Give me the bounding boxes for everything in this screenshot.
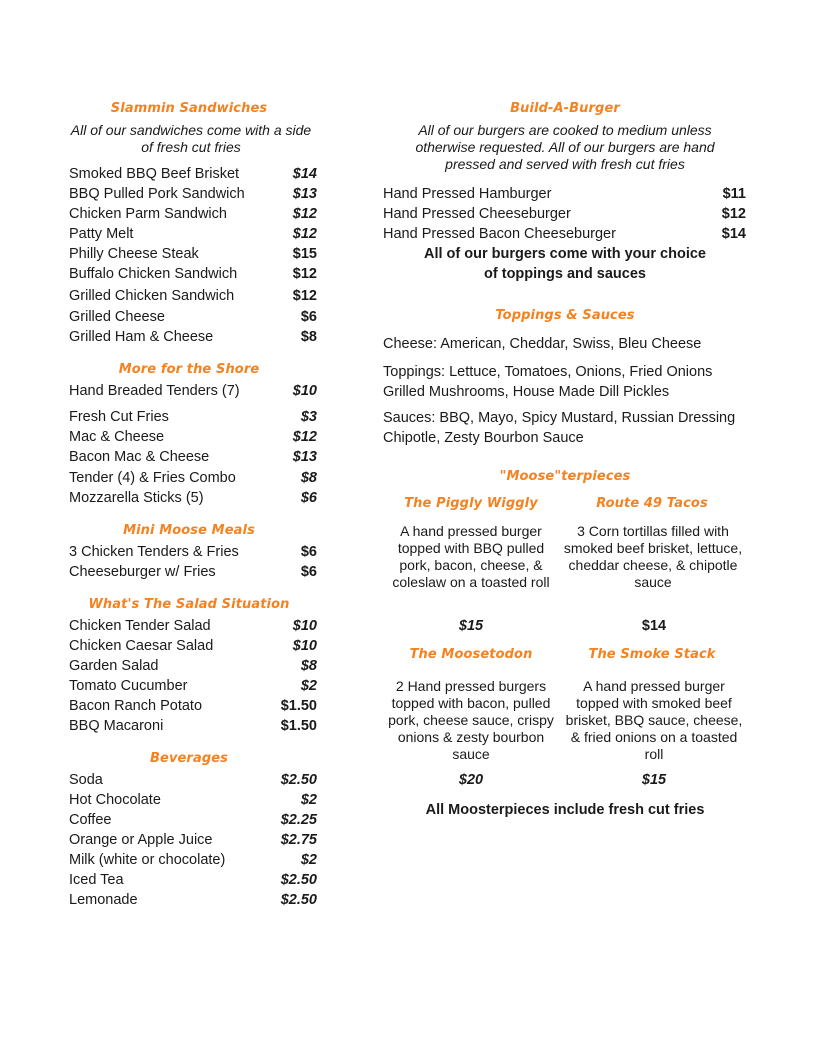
specialty-name: The Smoke Stack xyxy=(588,647,716,662)
menu-item-name: Hand Pressed Cheeseburger xyxy=(383,206,571,222)
menu-item-price: $1.50 xyxy=(280,698,317,714)
menu-item-name: Soda xyxy=(69,772,103,788)
menu-item-price: $12 xyxy=(721,206,746,222)
menu-item-price: $2.50 xyxy=(280,772,317,788)
menu-item-name: Fresh Cut Fries xyxy=(69,409,169,425)
section-heading-toppings: Toppings & Sauces xyxy=(495,308,635,323)
menu-item-name: Mac & Cheese xyxy=(69,429,165,445)
menu-item-name: Iced Tea xyxy=(69,872,124,888)
burger-choice-note-line2: of toppings and sauces xyxy=(484,266,646,282)
menu-item-name: Buffalo Chicken Sandwich xyxy=(69,266,238,282)
menu-item-price: $6 xyxy=(300,564,317,580)
menu-item-price: $11 xyxy=(722,186,746,202)
menu-item-price: $12 xyxy=(292,429,317,445)
burger-choice-note-line1: All of our burgers come with your choice xyxy=(424,246,706,262)
menu-item-price: $12 xyxy=(292,226,317,242)
specialty-price: $15 xyxy=(458,618,484,634)
specialty-description: A hand pressed burger topped with BBQ pulled pork, bacon, cheese, & coleslaw on a toasted roll xyxy=(392,523,550,590)
menu-item-price: $2 xyxy=(300,678,317,694)
menu-item-name: Chicken Parm Sandwich xyxy=(69,206,227,222)
menu-item-price: $10 xyxy=(292,638,317,654)
specialty-description: A hand pressed burger topped with smoked beef brisket, BBQ sauce, cheese, & fried onions on a toasted roll xyxy=(565,678,743,762)
menu-item-name: Tomato Cucumber xyxy=(69,678,188,694)
menu-item-name: Bacon Mac & Cheese xyxy=(69,449,210,465)
menu-item-price: $15 xyxy=(292,246,317,262)
menu-item-name: Garden Salad xyxy=(69,658,159,674)
menu-item-name: Grilled Ham & Cheese xyxy=(69,329,214,345)
menu-item-name: Hand Pressed Bacon Cheeseburger xyxy=(383,226,616,242)
menu-item-name: Hand Pressed Hamburger xyxy=(383,186,552,202)
specialty-name: Route 49 Tacos xyxy=(596,496,708,511)
sauces-options-line1: Sauces: BBQ, Mayo, Spicy Mustard, Russian Dressing xyxy=(383,410,736,426)
section-heading-sandwiches: Slammin Sandwiches xyxy=(110,101,268,116)
specialty-name: The Piggly Wiggly xyxy=(404,496,538,511)
menu-item-name: Mozzarella Sticks (5) xyxy=(69,490,204,506)
menu-item-name: Grilled Chicken Sandwich xyxy=(69,288,235,304)
menu-item-price: $1.50 xyxy=(280,718,317,734)
specialty-price: $15 xyxy=(641,772,667,788)
section-heading-beverages: Beverages xyxy=(150,751,228,766)
menu-item-name: Chicken Caesar Salad xyxy=(69,638,214,654)
menu-item-name: Philly Cheese Steak xyxy=(69,246,199,262)
section-heading-mini-meals: Mini Moose Meals xyxy=(123,523,255,538)
section-heading-burgers: Build-A-Burger xyxy=(510,101,620,116)
menu-item-price: $14 xyxy=(721,226,746,242)
menu-item-price: $12 xyxy=(292,266,317,282)
menu-item-price: $6 xyxy=(300,490,317,506)
menu-item-name: Grilled Cheese xyxy=(69,309,165,325)
menu-item-name: 3 Chicken Tenders & Fries xyxy=(69,544,239,560)
burgers-note: All of our burgers are cooked to medium unless otherwise requested. All of our burgers are hand pressed and served with fresh cut fries xyxy=(415,122,715,172)
menu-item-price: $2.25 xyxy=(280,812,317,828)
menu-item-price: $14 xyxy=(292,166,317,182)
menu-item-price: $12 xyxy=(292,288,317,304)
menu-item-price: $8 xyxy=(300,658,317,674)
menu-item-price: $6 xyxy=(300,309,317,325)
menu-item-name: Hand Breaded Tenders (7) xyxy=(69,383,240,399)
section-heading-salads: What's The Salad Situation xyxy=(88,597,290,612)
menu-item-price: $6 xyxy=(300,544,317,560)
menu-item-price: $2 xyxy=(300,852,317,868)
menu-item-price: $8 xyxy=(300,329,317,345)
menu-item-price: $13 xyxy=(292,449,317,465)
section-heading-shore: More for the Shore xyxy=(118,362,260,377)
cheese-options: Cheese: American, Cheddar, Swiss, Bleu Cheese xyxy=(383,336,702,352)
menu-item-name: Lemonade xyxy=(69,892,138,908)
specialty-price: $14 xyxy=(641,618,667,634)
sandwiches-note: All of our sandwiches come with a side of fresh cut fries xyxy=(70,122,312,155)
menu-item-name: Orange or Apple Juice xyxy=(69,832,213,848)
menu-item-price: $2.50 xyxy=(280,892,317,908)
menu-item-price: $10 xyxy=(292,618,317,634)
specialty-name: The Moosetodon xyxy=(409,647,533,662)
menu-item-name: Hot Chocolate xyxy=(69,792,161,808)
specialty-description: 3 Corn tortillas filled with smoked beef brisket, lettuce, cheddar cheese, & chipotle sauce xyxy=(563,523,743,590)
menu-item-name: BBQ Macaroni xyxy=(69,718,164,734)
menu-item-name: Chicken Tender Salad xyxy=(69,618,211,634)
menu-item-price: $2 xyxy=(300,792,317,808)
menu-item-name: Tender (4) & Fries Combo xyxy=(69,470,236,486)
menu-item-name: Milk (white or chocolate) xyxy=(69,852,226,868)
menu-item-price: $3 xyxy=(300,409,317,425)
menu-item-price: $2.50 xyxy=(280,872,317,888)
menu-item-name: Bacon Ranch Potato xyxy=(69,698,203,714)
sauces-options-line2: Chipotle, Zesty Bourbon Sauce xyxy=(383,430,584,446)
menu-item-name: Patty Melt xyxy=(69,226,134,242)
menu-item-name: Smoked BBQ Beef Brisket xyxy=(69,166,240,182)
menu-item-name: Coffee xyxy=(69,812,112,828)
moosterpieces-footer: All Moosterpieces include fresh cut fries xyxy=(425,802,705,818)
toppings-options-line1: Toppings: Lettuce, Tomatoes, Onions, Fried Onions xyxy=(383,364,713,380)
section-heading-moosterpieces: "Moose"terpieces xyxy=(499,469,631,484)
menu-item-name: Cheeseburger w/ Fries xyxy=(69,564,216,580)
menu-item-price: $13 xyxy=(292,186,317,202)
specialty-description: 2 Hand pressed burgers topped with bacon, pulled pork, cheese sauce, crispy onions & zesty bourbon sauce xyxy=(388,678,554,762)
menu-item-price: $10 xyxy=(292,383,317,399)
menu-item-price: $2.75 xyxy=(280,832,317,848)
menu-item-name: BBQ Pulled Pork Sandwich xyxy=(69,186,245,202)
specialty-price: $20 xyxy=(458,772,484,788)
menu-item-price: $12 xyxy=(292,206,317,222)
toppings-options-line2: Grilled Mushrooms, House Made Dill Pickles xyxy=(383,384,670,400)
menu-item-price: $8 xyxy=(300,470,317,486)
